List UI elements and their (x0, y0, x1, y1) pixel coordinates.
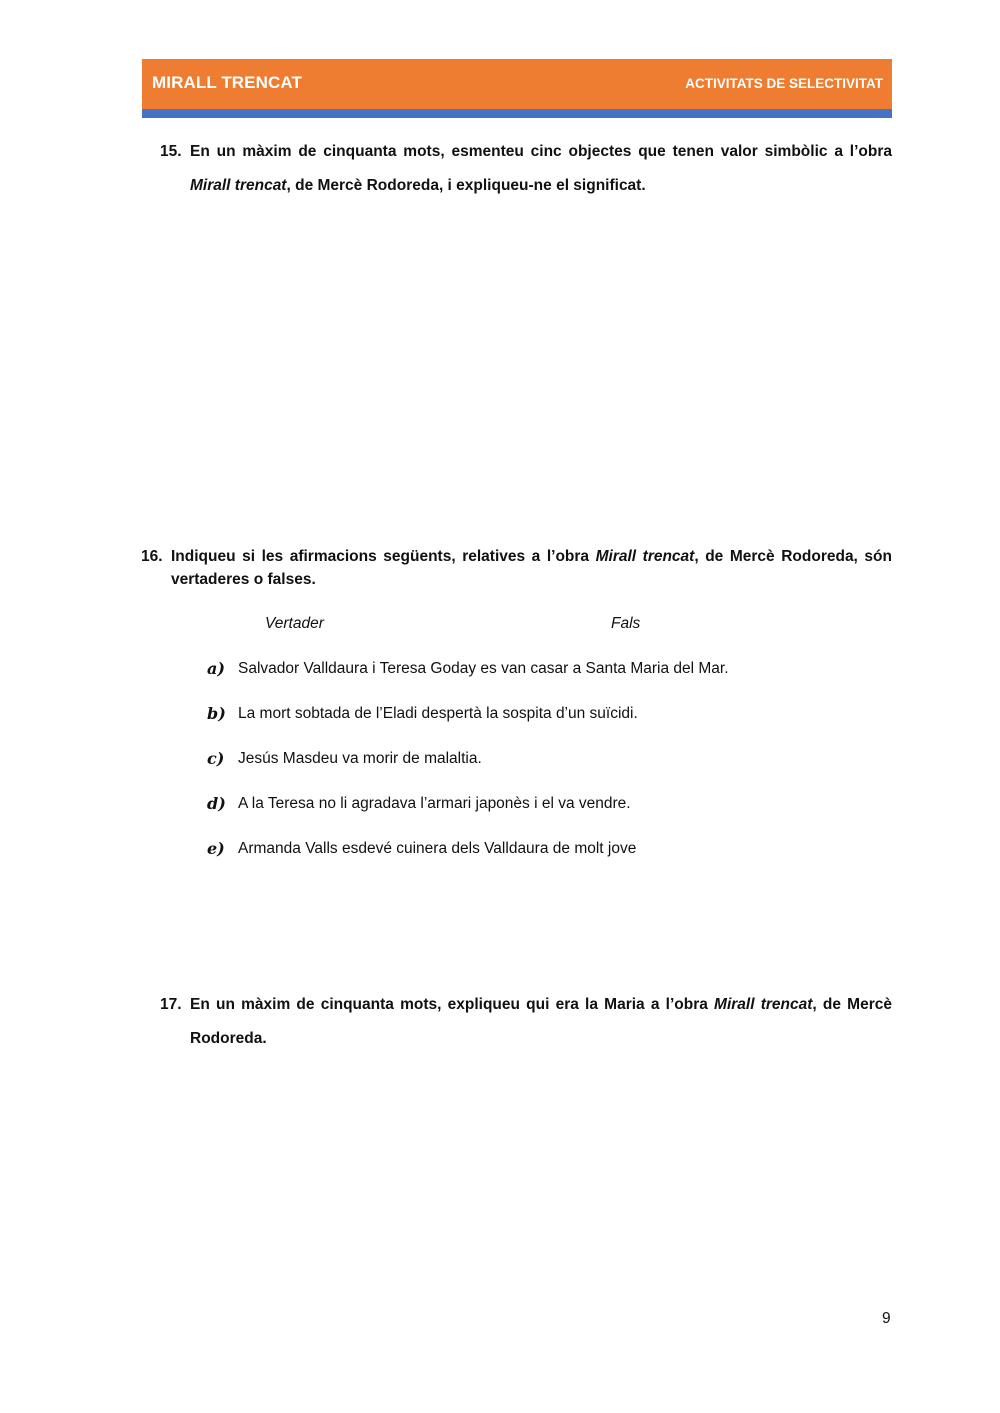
question-text-fragment: , de Mercè Rodoreda, són (694, 548, 892, 565)
question-text (190, 135, 892, 203)
statement-text: Armanda Valls esdevé cuinera dels Valldaura de molt jove (238, 840, 637, 857)
question-text-fragment: En un màxim de cinquanta mots, expliqueu qui era la Maria a l’obra (190, 996, 715, 1013)
book-title: Mirall trencat (714, 996, 813, 1013)
statement-letter: a) (207, 659, 225, 678)
column-label-false: Fals (611, 615, 641, 632)
statement-c (207, 749, 847, 773)
header-banner (142, 59, 892, 109)
book-title: Mirall trencat (190, 177, 287, 194)
question-line: En un màxim de cinquanta mots, esmenteu cinc objectes que tenen valor simbòlic a l’obra (190, 143, 892, 160)
document-section: ACTIVITATS DE SELECTIVITAT (685, 76, 883, 91)
question-number: 15. (160, 143, 182, 160)
question-15 (160, 135, 892, 205)
statement-a (207, 659, 847, 683)
question-text (171, 545, 892, 591)
statement-text: La mort sobtada de l’Eladi despertà la sospita d’un suïcidi. (238, 705, 638, 722)
document-title: MIRALL TRENCAT (152, 73, 302, 92)
statement-b (207, 704, 847, 728)
question-text (190, 988, 892, 1056)
header-accent-bar (142, 109, 892, 118)
column-label-true: Vertader (265, 615, 324, 632)
statement-text: A la Teresa no li agradava l’armari japonès i el va vendre. (238, 795, 631, 812)
question-line (190, 988, 892, 1022)
statement-text: Jesús Masdeu va morir de malaltia. (238, 750, 482, 767)
question-text-fragment: , de Mercè (812, 996, 892, 1013)
question-16 (141, 545, 892, 595)
question-17 (160, 988, 892, 1058)
question-line: vertaderes o falses. (171, 571, 316, 588)
statement-e (207, 839, 847, 863)
statement-text: Salvador Valldaura i Teresa Goday es van casar a Santa Maria del Mar. (238, 660, 729, 677)
statement-d (207, 794, 847, 818)
question-line (190, 169, 892, 203)
question-number: 17. (160, 996, 182, 1013)
statement-letter: d) (207, 794, 226, 813)
question-line (171, 545, 892, 568)
statement-letter: c) (207, 749, 225, 768)
question-line: Rodoreda. (190, 1030, 267, 1047)
question-number: 16. (141, 548, 163, 565)
statement-letter: e) (207, 839, 225, 858)
book-title: Mirall trencat (595, 548, 695, 565)
question-text-fragment: , de Mercè Rodoreda, i expliqueu-ne el significat. (286, 177, 646, 194)
statement-letter: b) (207, 704, 226, 723)
page-number: 9 (882, 1310, 891, 1327)
question-text-fragment: Indiqueu si les afirmacions següents, relatives a l’obra (171, 548, 596, 565)
